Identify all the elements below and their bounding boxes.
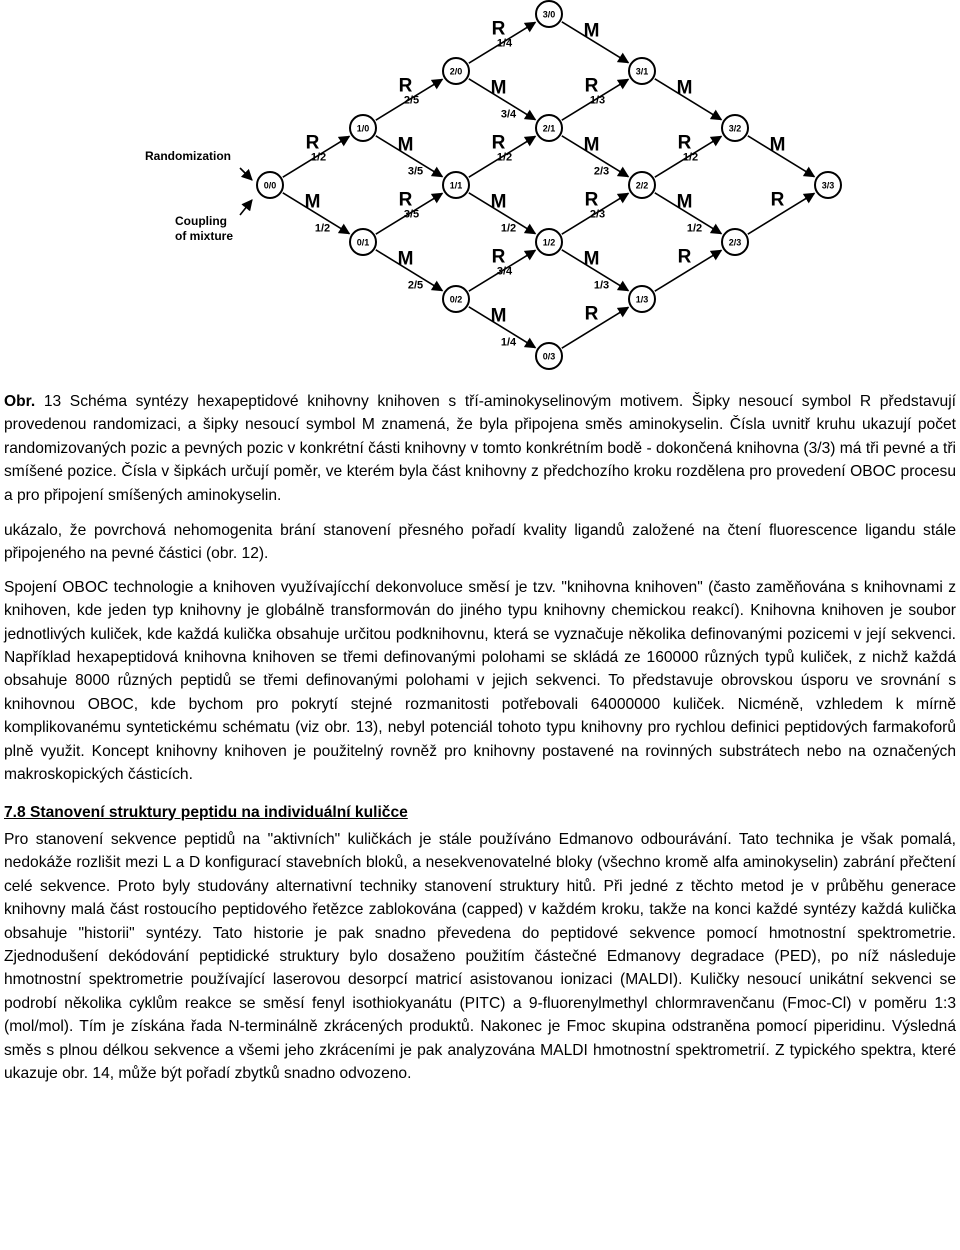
edge-symbol: R — [677, 246, 692, 268]
node-label: 1/2 — [542, 237, 556, 248]
edge-fraction: 3/4 — [496, 265, 513, 278]
node-label: 2/0 — [449, 66, 463, 77]
edge-symbol: R — [491, 132, 506, 154]
edge-fraction: 1/2 — [314, 222, 331, 235]
caption-label: Obr. — [4, 393, 36, 410]
randomization-pointer — [240, 168, 252, 180]
edge-symbol: R — [584, 303, 599, 325]
caption-text: 13 Schéma syntézy hexapeptidové knihovny knihoven s tří-aminokyselinovým motivem. Šipky nesoucí symbol R představují provedenou randomizaci, a šipky nesoucí symbol M znamená, že byla připojena směs aminokyselin. Čísla uvnitř kruhu ukazují počet randomizovaných pozic a pevných pozic v konkrétní části knihovny v tomto konkrétním bodě - dokončená knihovna (3/3) má tři pevné a tři smíšené pozice. Čísla v šipkách určují poměr, ve kterém byla část knihovny z předchozího kroku rozdělena pro provedení OBOC procesu a pro připojení smíšených aminokyselin. — [4, 393, 956, 504]
edge-symbol: M — [583, 134, 600, 156]
edge-symbol: R — [305, 132, 320, 154]
node-label: 2/3 — [728, 237, 742, 248]
edge-fraction: 1/4 — [500, 336, 517, 349]
edge-symbol: M — [676, 191, 693, 213]
edge-fraction: 1/2 — [500, 222, 517, 235]
edge-fraction: 3/5 — [407, 165, 424, 178]
figure-caption — [4, 390, 956, 507]
paragraph-3: Pro stanovení sekvence peptidů na "aktivních" kuličkách je stále používáno Edmanovo odbourávání. Tato technika je však pomalá, nedokáže rozlišit mezi L a D konfigurací stavebních bloků, a nesekvenovatelné bloky (všechno kromě alfa aminokyselin) zabrání přečtení celé sekvence. Proto byly studovány alternativní techniky stanovení struktury hitů. Při jedné z těchto metod je v průběhu generace knihovny malá část rostoucího peptidového řetězce zablokována (capped) v každém kroku, takže na konci každé syntézy každá kulička obsahuje "historii" syntézy. Tato historie je pak snadno převedena do peptidové sekvence pomocí hmotnostní spektrometrie. Zjednodušení dekódování peptidické struktury bylo dosaženo použitím částečné Edmanovy degradace (PED), po níž následuje hmotnostní spektrometrie používající laserovou desorpcí matricí asistovanou ionizaci (MALDI). Kuličky nesoucí unikátní sekvenci se podrobí několika cyklům reakce se směsí fenyl isothiokyanátu (PITC) a 9-fluorenylmethyl chlormravenčanu (Fmoc-Cl) v poměru 1:3 (mol/mol). Tím je získána řada N-terminálně zkrácených produktů. Nakonec je Fmoc skupina odstraněna pomocí piperidinu. Výsledná směs s plnou délkou sekvence a všemi jeho zkráceními je pak analyzována MALDI hmotnostní spektrometrií. Z typického spektra, které ukazuje obr. 14, může být pořadí zbytků snadno odvozeno. — [4, 830, 956, 1082]
paragraph-1: ukázalo, že povrchová nehomogenita brání stanovení přesného pořadí kvality ligandů založené na čtení fluorescence ligandu stále připojeného na pevné částici (obr. 12). — [4, 522, 956, 563]
edge-symbol: R — [491, 246, 506, 268]
edge-fraction: 2/5 — [407, 279, 424, 292]
node-label: 0/1 — [356, 237, 370, 248]
edge-symbol: M — [769, 134, 786, 156]
edge-symbol: R — [770, 189, 785, 211]
document-body — [4, 390, 956, 1095]
coupling-label-line2: of mixture — [175, 229, 234, 243]
edge-symbol: R — [398, 189, 413, 211]
edge-symbol: M — [397, 248, 414, 270]
edge-symbol: M — [304, 191, 321, 213]
edge-fraction: 1/4 — [496, 37, 513, 50]
edge-fraction: 2/5 — [403, 94, 420, 107]
node-label: 1/3 — [635, 294, 649, 305]
edge-fraction: 1/2 — [682, 151, 699, 164]
synthesis-scheme-figure — [130, 0, 835, 370]
edge-symbol: M — [676, 77, 693, 99]
node-label: 1/1 — [449, 180, 463, 191]
node-label: 1/0 — [356, 123, 370, 134]
randomization-label: Randomization — [145, 149, 231, 163]
node-label: 0/0 — [263, 180, 277, 191]
node-label: 0/3 — [542, 351, 556, 362]
section-heading — [4, 801, 956, 824]
edge-symbol: R — [584, 189, 599, 211]
node-label: 3/2 — [728, 123, 742, 134]
edge-symbol: R — [584, 75, 599, 97]
edge-fraction: 1/3 — [593, 279, 610, 292]
edge-fraction: 1/3 — [589, 94, 606, 107]
edge-symbol: M — [397, 134, 414, 156]
node-label: 2/2 — [635, 180, 649, 191]
edge-symbol: R — [677, 132, 692, 154]
edge-fraction: 2/3 — [589, 208, 606, 221]
edge-symbol: M — [490, 305, 507, 327]
coupling-pointer — [240, 200, 252, 215]
edge-fraction: 2/3 — [593, 165, 610, 178]
edge-symbol: M — [583, 248, 600, 270]
node-label: 0/2 — [449, 294, 463, 305]
edge-symbol: R — [491, 18, 506, 40]
edge-symbol: R — [398, 75, 413, 97]
node-label: 3/0 — [542, 9, 556, 20]
edge-symbol: M — [490, 77, 507, 99]
section-number: 7.8 — [4, 803, 26, 821]
node-label: 3/1 — [635, 66, 649, 77]
node-label: 2/1 — [542, 123, 556, 134]
edge-symbol: M — [490, 191, 507, 213]
edge-symbol: M — [583, 20, 600, 42]
coupling-label: Coupling — [175, 214, 227, 228]
edge-fraction: 3/5 — [403, 208, 420, 221]
edge-fraction: 3/4 — [500, 108, 517, 121]
edge-fraction: 1/2 — [686, 222, 703, 235]
section-title: Stanovení struktury peptidu na individuální kuličce — [25, 803, 408, 821]
edge-fraction: 1/2 — [310, 151, 327, 164]
edge-fraction: 1/2 — [496, 151, 513, 164]
paragraph-2: Spojení OBOC technologie a knihoven využívajícchí dekonvoluce směsí je tzv. "knihovna knihoven" (často zaměňována s knihovnami z knihoven, kde jeden typ knihovny je globálně transformován do jiného typu knihovny chemickou reakcí). Knihovna knihoven je soubor jednotlivých kuliček, kde každá kulička obsahuje určitou podknihovnu, která se vyznačuje několika definovanými pozicemi v její sekvenci. Například hexapeptidová knihovna knihoven se třemi definovanými polohami se skládá ze 160000 různých typů kuliček, z nichž každá obsahuje 8000 různých peptidů se třemi definovanými polohami v jejich sekvenci. To představuje obrovskou úsporu ve srovnání s knihovnou OBOC, kde bychom pro pokrytí stejné rozmanitosti potřebovali 64000000 kuliček. Nicméně, vzhledem k mírně komplikovanému syntetickému schématu (viz obr. 13), nebyl potenciál tohoto typu knihovny pro rychlou definici peptidových farmakoforů plně využit. Koncept knihovny knihoven je použitelný rovněž pro knihovny postavené na rovinných substrátech nebo na označených makroskopických částicích. — [4, 578, 956, 784]
node-label: 3/3 — [821, 180, 835, 191]
